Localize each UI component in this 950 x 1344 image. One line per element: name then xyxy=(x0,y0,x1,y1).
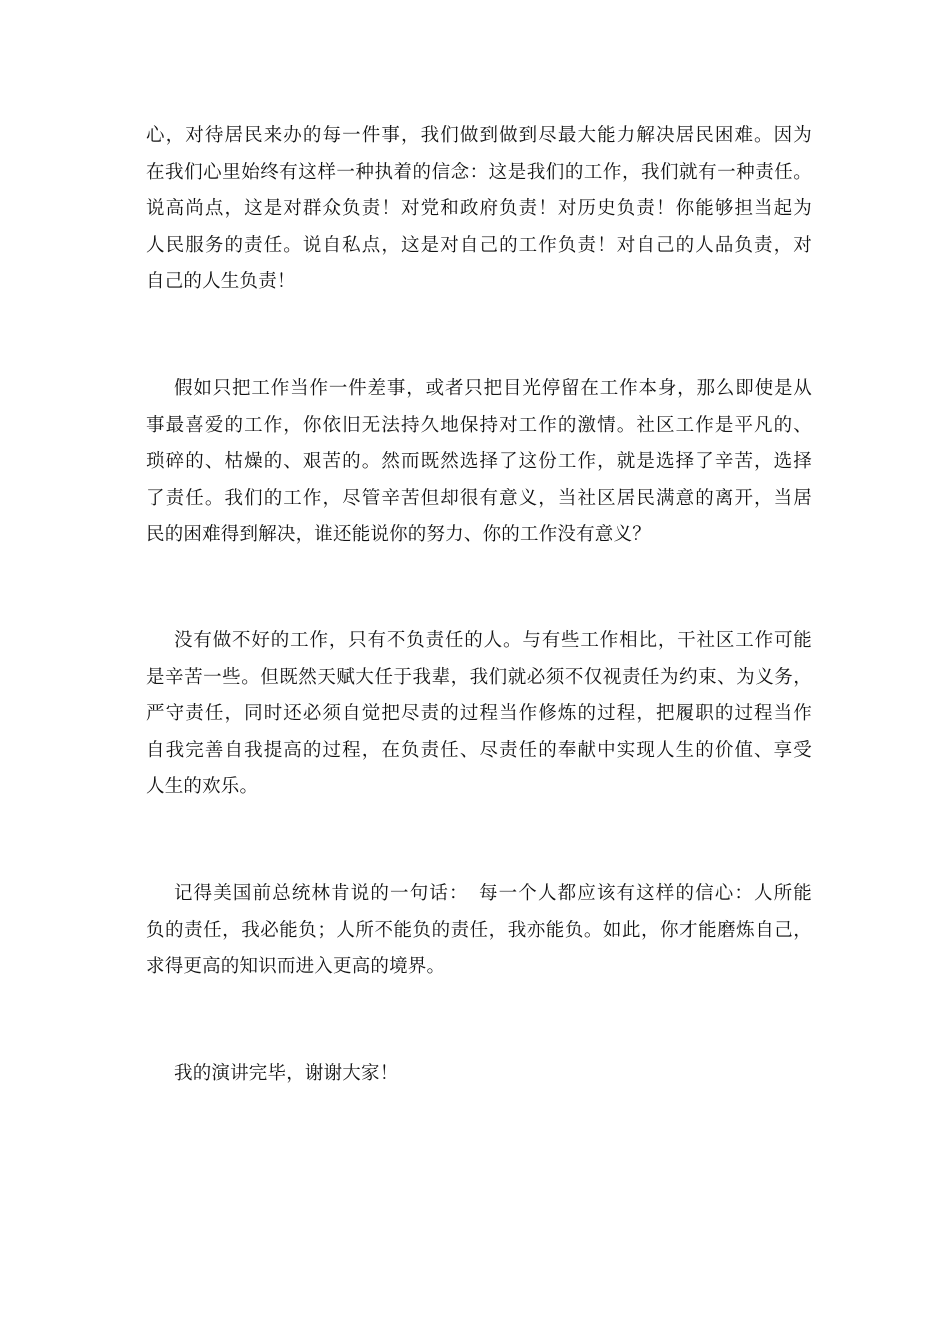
paragraph-line: 是辛苦一些。但既然天赋大任于我辈，我们就必须不仅视责任为约束、为义务， xyxy=(146,666,812,688)
paragraph-line: 心，对待居民来办的每一件事，我们做到做到尽最大能力解决居民困难。因为 xyxy=(146,125,812,146)
paragraph-4 xyxy=(146,876,812,986)
paragraph-line: 琐碎的、枯燥的、艰苦的。然而既然选择了这份工作，就是选择了辛苦，选择 xyxy=(146,451,812,472)
paragraph-line: 人民服务的责任。说自私点，这是对自己的工作负责！对自己的人品负责，对 xyxy=(146,234,812,256)
paragraph-line: 自我完善自我提高的过程，在负责任、尽责任的奉献中实现人生的价值、享受 xyxy=(146,739,812,761)
paragraph-1 xyxy=(146,118,812,301)
paragraph-line: 记得美国前总统林肯说的一句话： 每一个人都应该有这样的信心：人所能 xyxy=(174,883,812,904)
paragraph-line: 人生的欢乐。 xyxy=(146,776,259,797)
paragraph-line: 我的演讲完毕，谢谢大家！ xyxy=(174,1063,399,1084)
paragraph-line: 说高尚点，这是对群众负责！对党和政府负责！对历史负责！你能够担当起为 xyxy=(146,198,812,219)
paragraph-3 xyxy=(146,623,812,806)
paragraph-line: 自己的人生负责！ xyxy=(146,271,296,292)
paragraph-line: 在我们心里始终有这样一种执着的信念：这是我们的工作，我们就有一种责任。 xyxy=(146,161,812,183)
paragraph-5 xyxy=(146,1056,812,1093)
paragraph-line: 求得更高的知识而进入更高的境界。 xyxy=(146,956,446,977)
paragraph-line: 严守责任，同时还必须自觉把尽责的过程当作修炼的过程，把履职的过程当作 xyxy=(146,703,812,724)
paragraph-2 xyxy=(146,371,812,554)
paragraph-line: 了责任。我们的工作，尽管辛苦但却很有意义，当社区居民满意的离开，当居 xyxy=(146,487,812,509)
paragraph-line: 事最喜爱的工作，你依旧无法持久地保持对工作的激情。社区工作是平凡的、 xyxy=(146,414,812,436)
paragraph-line: 没有做不好的工作，只有不负责任的人。与有些工作相比，干社区工作可能 xyxy=(174,630,812,651)
paragraph-line: 假如只把工作当作一件差事，或者只把目光停留在工作本身，那么即使是从 xyxy=(174,378,812,399)
paragraph-line: 负的责任，我必能负；人所不能负的责任，我亦能负。如此，你才能磨炼自己， xyxy=(146,919,812,941)
paragraph-line: 民的困难得到解决，谁还能说你的努力、你的工作没有意义？ xyxy=(146,524,651,545)
